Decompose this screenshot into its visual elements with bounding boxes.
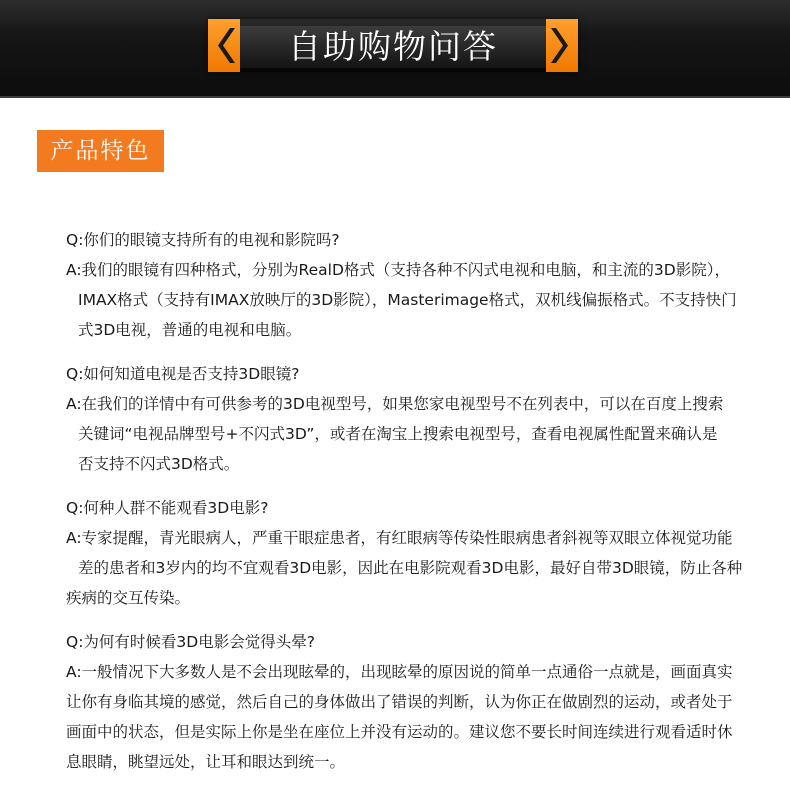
faq-answer-line: 疾病的交互传染。 — [66, 589, 191, 607]
faq-item — [66, 493, 756, 613]
faq-answer-line: 式3D电视，普通的电视和电脑。 — [78, 321, 302, 339]
faq-item — [66, 359, 756, 479]
faq-answer-line: A:一般情况下大多数人是不会出现眩晕的，出现眩晕的原因说的简单一点通俗一点就是，画面真实 — [66, 663, 733, 681]
left-chevron-icon — [208, 19, 240, 72]
right-chevron-icon — [546, 19, 578, 72]
faq-question: Q:如何知道电视是否支持3D眼镜? — [66, 365, 300, 383]
faq-item — [66, 627, 756, 777]
faq-question: Q:何种人群不能观看3D电影? — [66, 499, 269, 517]
faq-question: Q:为何有时候看3D电影会觉得头晕? — [66, 633, 315, 651]
faq-answer-line: 否支持不闪式3D格式。 — [78, 455, 240, 473]
faq-list — [66, 225, 756, 791]
faq-answer-line: A:专家提醒，青光眼病人，严重干眼症患者，有红眼病等传染性眼病患者斜视等双眼立体视觉功能 — [66, 529, 733, 547]
faq-answer-line: IMAX格式（支持有IMAX放映厅的3D影院），Masterimage格式，双机线偏振格式。不支持快门 — [78, 291, 737, 309]
faq-question: Q:你们的眼镜支持所有的电视和影院吗? — [66, 231, 340, 249]
faq-answer-line: 画面中的状态，但是实际上你是坐在座位上并没有运动的。建议您不要长时间连续进行观看适时休 — [66, 723, 733, 741]
faq-answer-line: 关键词“电视品牌型号+不闪式3D”，或者在淘宝上搜索电视型号，查看电视属性配置来确认是 — [78, 425, 718, 443]
banner-divider — [0, 96, 790, 98]
section-tag: 产品特色 — [37, 130, 164, 172]
faq-answer-line: 息眼睛，眺望远处，让耳和眼达到统一。 — [66, 753, 346, 771]
header-banner — [0, 0, 790, 98]
faq-answer-line: 让你有身临其境的感觉，然后自己的身体做出了错误的判断，认为你正在做剧烈的运动，或者处于 — [66, 693, 733, 711]
faq-answer-line: A:在我们的详情中有可供参考的3D电视型号，如果您家电视型号不在列表中，可以在百度上搜索 — [66, 395, 724, 413]
faq-answer-line: A:我们的眼镜有四种格式，分别为RealD格式（支持各种不闪式电视和电脑，和主流的3D影院）， — [66, 261, 730, 279]
page-title: 自助购物问答 — [288, 27, 498, 66]
faq-item — [66, 225, 756, 345]
faq-answer-line: 差的患者和3岁内的均不宜观看3D电影，因此在电影院观看3D电影，最好自带3D眼镜，防止各种 — [78, 559, 743, 577]
